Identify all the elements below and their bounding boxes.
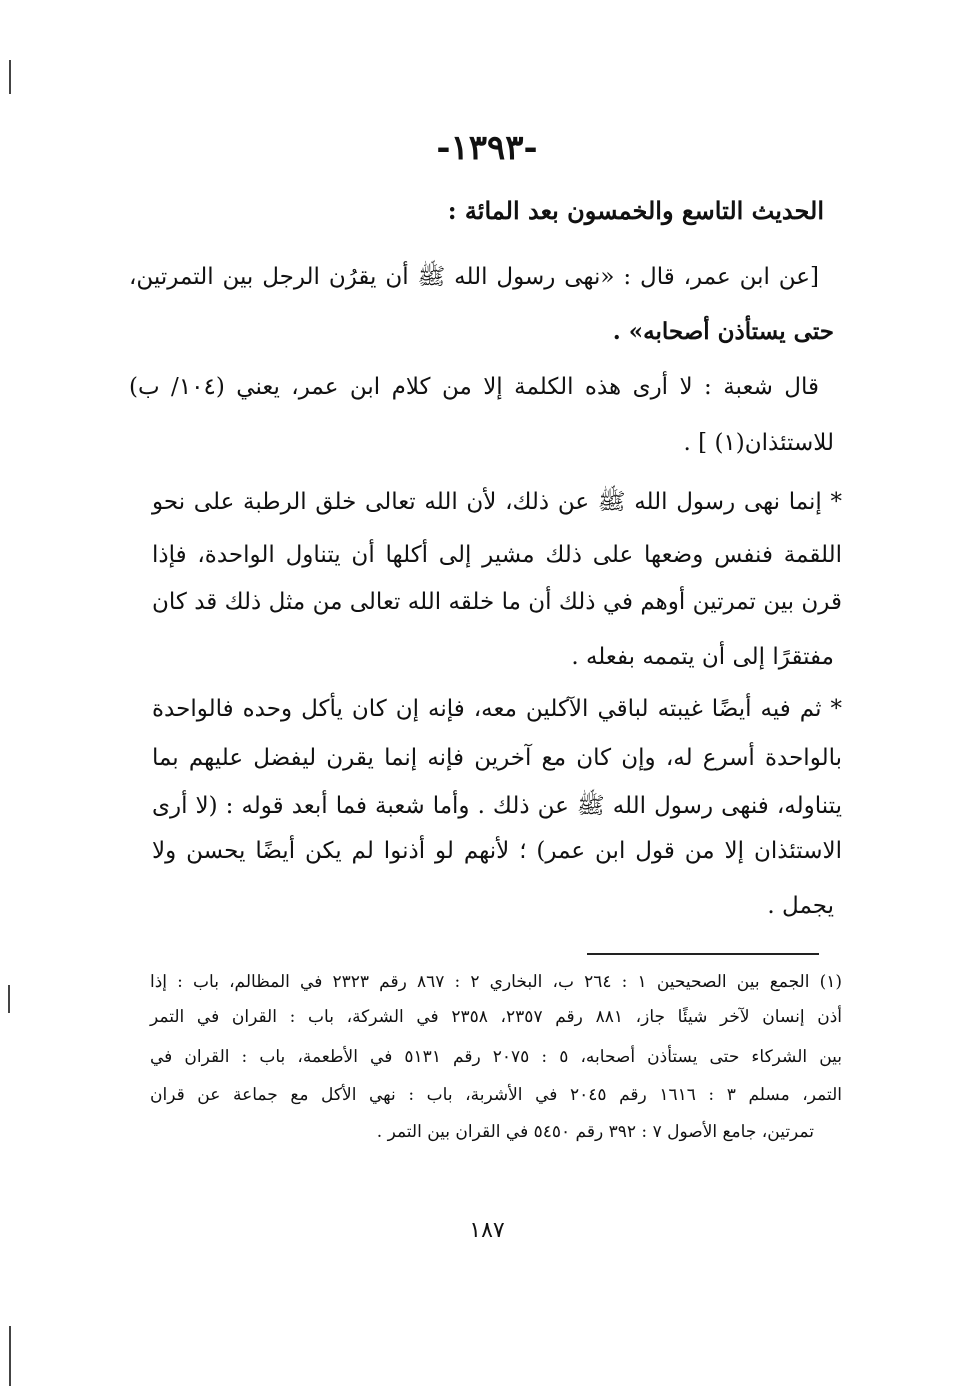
commentary-2-line-4: الاستئذان إلا من قول ابن عمر) ؛ لأنهم لو أذنوا لم يكن أيضًا يحسن ولا <box>152 838 842 864</box>
commentary-1-line-2: اللقمة فنفس وضعها على ذلك مشير إلى أكلها أن يتناول الواحدة، فإذا <box>152 542 842 568</box>
commentary-1-line-4: مفتقرًا إلى أن يتممه بفعله . <box>571 644 834 670</box>
footnote-line-1: (١) الجمع بين الصحيحين ١ : ٢٦٤ ب، البخاري ٢ : ٨٦٧ رقم ٢٣٢٣ في المظالم، باب : إذا <box>150 972 842 992</box>
commentary-2-line-1: * ثم فيه أيضًا غيبته لباقي الآكلين معه، فإنه إن كان يأكل وحده فالواحدة <box>152 696 842 722</box>
footnote-line-3: بين الشركاء حتى يستأذن أصحابه، ٥ : ٢٠٧٥ رقم ٥١٣١ في الأطعمة، باب : القران في <box>150 1047 843 1067</box>
hadith-text-line-2: حتى يستأذن أصحابه» . <box>612 318 834 345</box>
shuba-note-line-1: قال شعبة : لا أرى هذه الكلمة إلا من كلام ابن عمر، يعني (١٠٤/ ب) <box>129 374 820 400</box>
footnote-separator <box>587 953 819 955</box>
commentary-2-line-3: يتناوله، فنهى رسول الله ﷺ عن ذلك . وأما شعبة فما أبعد قوله : (لا أرى <box>152 793 842 819</box>
commentary-1-line-3: قرن بين تمرتين أوهم في ذلك أن ما خلقه الله تعالى من مثل ذلك قد كان <box>152 589 842 615</box>
shuba-note-line-2: للاستئذان(١) ] . <box>683 430 834 456</box>
footnote-line-2: أذن إنسان لآخر شيئًا جاز، ٨٨١ رقم ٢٣٥٧، ٢٣٥٨ في الشركة، باب : القران في التمر <box>150 1007 842 1027</box>
hadith-number: -١٣٩٣- <box>436 128 538 168</box>
commentary-1-line-1: * إنما نهى رسول الله ﷺ عن ذلك، لأن الله تعالى خلق الرطبة على نحو <box>152 489 842 515</box>
scan-edge-mark-top <box>9 60 11 94</box>
page-number: ١٨٧ <box>469 1218 505 1243</box>
footnote-line-4: التمر، مسلم ٣ : ١٦١٦ رقم ٢٠٤٥ في الأشربة، باب : نهي الأكل مع جماعة عن قران <box>150 1085 842 1105</box>
scan-edge-mark-middle <box>8 985 10 1013</box>
hadith-heading: الحديث التاسع والخمسون بعد المائة : <box>447 196 824 225</box>
commentary-2-line-2: بالواحدة أسرع له، وإن كان مع آخرين فإنه إنما يقرن ليفضل عليهم بما <box>152 745 842 771</box>
scan-edge-mark-bottom <box>9 1326 11 1386</box>
commentary-2-line-5: يجمل . <box>767 893 834 919</box>
footnote-line-5: تمرتين، جامع الأصول ٧ : ٣٩٢ رقم ٥٤٥٠ في القران بين التمر . <box>376 1122 814 1142</box>
hadith-text-line-1: [عن ابن عمر، قال : «نهى رسول الله ﷺ أن يقرُن الرجل بين التمرتين، <box>129 264 819 290</box>
